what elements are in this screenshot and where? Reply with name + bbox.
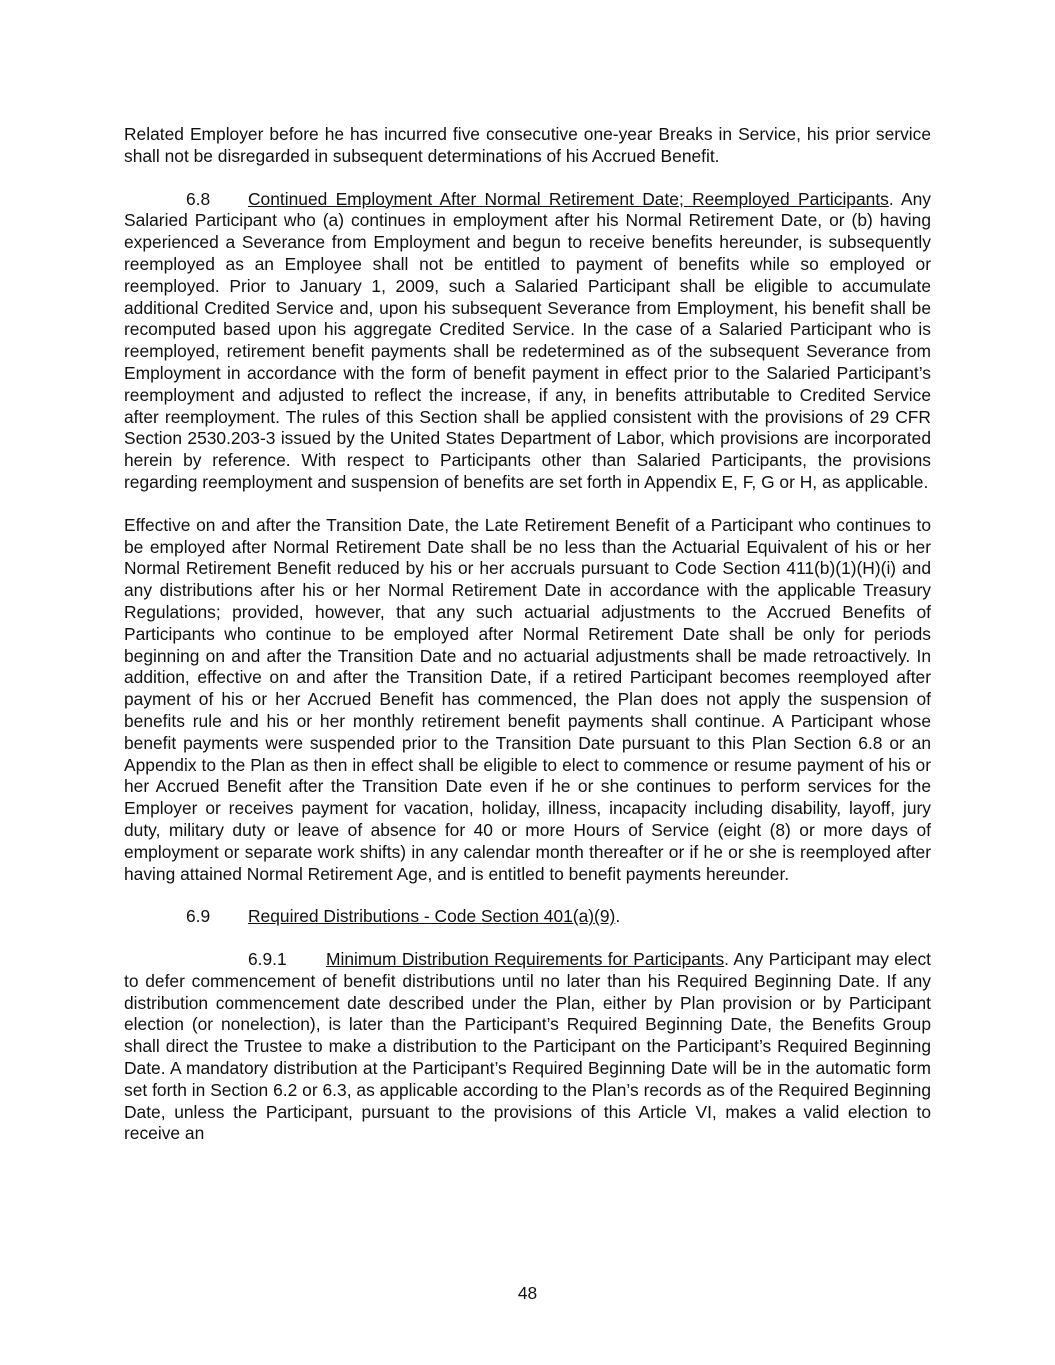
- section-6-9-1: 6.9.1 Minimum Distribution Requirements for Participants. Any Participant may elect to defer commencement of benefit distributions until no later than his Required Beginning Date. If any distribution commencement date described under the Plan, either by Plan provision or by Participant election (or nonelection), is later than the Participant’s Required Beginning Date, the Benefits Group shall direct the Trustee to make a distribution to the Participant on the Participant’s Required Beginning Date. A mandatory distribution at the Participant’s Required Beginning Date will be in the automatic form set forth in Section 6.2 or 6.3, as applicable according to the Plan’s records as of the Required Beginning Date, unless the Participant, pursuant to the provisions of this Article VI, makes a valid election to receive an: [124, 949, 931, 1144]
- section-6-8-body: Any Salaried Participant who (a) continues in employment after his Normal Retirement Date, or (b) having experienced a Severance from Employment and begun to receive benefits hereunder, is subsequently reemployed as an Employee shall not be entitled to payment of benefits while so employed or reemployed. Prior to January 1, 2009, such a Salaried Participant shall be eligible to accumulate additional Credited Service and, upon his subsequent Severance from Employment, his benefit shall be recomputed based upon his aggregate Credited Service. In the case of a Salaried Participant who is reemployed, retirement benefit payments shall be redetermined as of the subsequent Severance from Employment in accordance with the form of benefit payment in effect prior to the Salaried Participant’s reemployment and adjusted to reflect the increase, if any, in benefits attributable to Credited Service after reemployment. The rules of this Section shall be applied consistent with the provisions of 29 CFR Section 2530.203-3 issued by the United States Department of Labor, which provisions are incorporated herein by reference. With respect to Participants other than Salaried Participants, the provisions regarding reemployment and suspension of benefits are set forth in Appendix E, F, G or H, as applicable.: [124, 188, 931, 492]
- section-6-9-1-number: 6.9.1: [248, 949, 287, 970]
- section-6-9: 6.9 Required Distributions - Code Section 401(a)(9).: [186, 906, 621, 927]
- section-6-9-title: Required Distributions - Code Section 401(a)(9): [248, 906, 616, 927]
- document-page: [124, 124, 931, 1166]
- paragraph-continuation: Related Employer before he has incurred five consecutive one-year Breaks in Service, his prior service shall not be disregarded in subsequent determinations of his Accrued Benefit.: [124, 124, 931, 166]
- section-6-9-1-body: Any Participant may elect to defer commencement of benefit distributions until no later than his Required Beginning Date. If any distribution commencement date described under the Plan, either by Plan provision or by Participant election (or nonelection), is later than the Participant’s Required Beginning Date, the Benefits Group shall direct the Trustee to make a distribution to the Participant on the Participant’s Required Beginning Date. A mandatory distribution at the Participant’s Required Beginning Date will be in the automatic form set forth in Section 6.2 or 6.3, as applicable according to the Plan’s records as of the Required Beginning Date, unless the Participant, pursuant to the provisions of this Article VI, makes a valid election to receive an: [124, 949, 931, 1144]
- section-6-9-number: 6.9: [186, 906, 211, 927]
- section-6-8-title: Continued Employment After Normal Retirement Date; Reemployed Participants: [248, 188, 889, 209]
- section-6-9-1-title: Minimum Distribution Requirements for Participants: [326, 949, 725, 970]
- paragraph-transition-date: Effective on and after the Transition Date, the Late Retirement Benefit of a Participant who continues to be employed after Normal Retirement Date shall be no less than the Actuarial Equivalent of his or her Normal Retirement Benefit reduced by his or her accruals pursuant to Code Section 411(b)(1)(H)(i) and any distributions after his or her Normal Retirement Date in accordance with the applicable Treasury Regulations; provided, however, that any such actuarial adjustments to the Accrued Benefits of Participants who continue to be employed after Normal Retirement Date shall be only for periods beginning on and after the Transition Date and no actuarial adjustments shall be made retroactively. In addition, effective on and after the Transition Date, if a retired Participant becomes reemployed after payment of his or her Accrued Benefit has commenced, the Plan does not apply the suspension of benefits rule and his or her monthly retirement benefit payments shall continue. A Participant whose benefit payments were suspended prior to the Transition Date pursuant to this Plan Section 6.8 or an Appendix to the Plan as then in effect shall be eligible to elect to commence or resume payment of his or her Accrued Benefit after the Transition Date even if he or she continues to perform services for the Employer or receives payment for vacation, holiday, illness, incapacity including disability, layoff, jury duty, military duty or leave of absence for 40 or more Hours of Service (eight (8) or more days of employment or separate work shifts) in any calendar month thereafter or if he or she is reemployed after having attained Normal Retirement Age, and is entitled to benefit payments hereunder.: [124, 514, 931, 884]
- section-6-8: 6.8 Continued Employment After Normal Retirement Date; Reemployed Participants. Any Salaried Participant who (a) continues in employment after his Normal Retirement Date, or (b) having experienced a Severance from Employment and begun to receive benefits hereunder, is subsequently reemployed as an Employee shall not be entitled to payment of benefits while so employed or reemployed. Prior to January 1, 2009, such a Salaried Participant shall be eligible to accumulate additional Credited Service and, upon his subsequent Severance from Employment, his benefit shall be recomputed based upon his aggregate Credited Service. In the case of a Salaried Participant who is reemployed, retirement benefit payments shall be redetermined as of the subsequent Severance from Employment in accordance with the form of benefit payment in effect prior to the Salaried Participant’s reemployment and adjusted to reflect the increase, if any, in benefits attributable to Credited Service after reemployment. The rules of this Section shall be applied consistent with the provisions of 29 CFR Section 2530.203-3 issued by the United States Department of Labor, which provisions are incorporated herein by reference. With respect to Participants other than Salaried Participants, the provisions regarding reemployment and suspension of benefits are set forth in Appendix E, F, G or H, as applicable.: [124, 188, 931, 492]
- page-number: 48: [517, 1283, 538, 1303]
- section-6-8-number: 6.8: [186, 188, 211, 209]
